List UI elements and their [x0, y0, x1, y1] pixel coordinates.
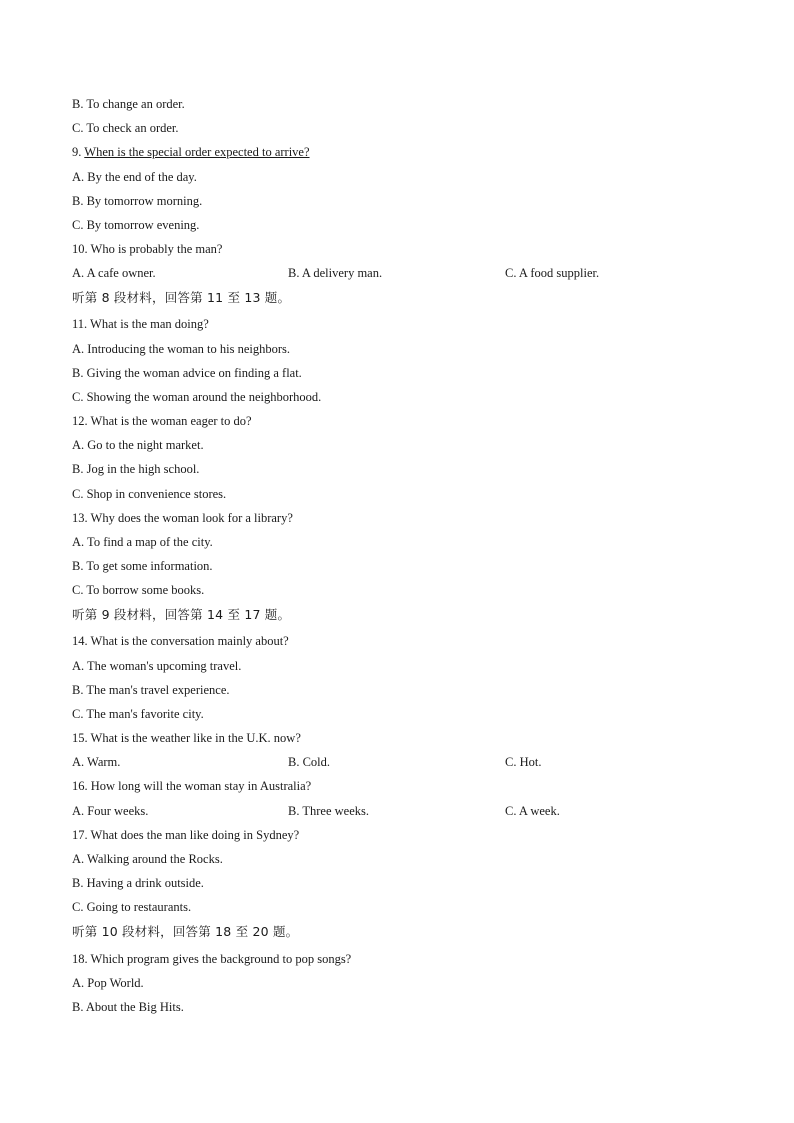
- option-text: C. To check an order.: [72, 121, 179, 135]
- option-text: B. The man's travel experience.: [72, 683, 230, 697]
- question-9: [72, 144, 310, 160]
- question-17: 17. What does the man like doing in Sydney?: [72, 828, 300, 842]
- option-text: C. To borrow some books.: [72, 583, 205, 597]
- option-text: C. Showing the woman around the neighborhood.: [72, 390, 322, 404]
- question-18: 18. Which program gives the background to pop songs?: [72, 952, 352, 966]
- option-text: A. Walking around the Rocks.: [72, 852, 223, 866]
- question-11: 11. What is the man doing?: [72, 317, 209, 331]
- option-text: A. Introducing the woman to his neighbors.: [72, 342, 291, 356]
- option-text: C. The man's favorite city.: [72, 707, 204, 721]
- option-text: B. About the Big Hits.: [72, 1000, 184, 1014]
- option-text: A. By the end of the day.: [72, 170, 197, 184]
- question-text-underlined: When is the special order expected to arrive?: [84, 145, 310, 159]
- option-b: B. Three weeks.: [288, 804, 369, 818]
- section-heading-10: 听第 10 段材料，回答第 18 至 20 题。: [72, 924, 299, 939]
- section-heading-9: 听第 9 段材料，回答第 14 至 17 题。: [72, 607, 291, 622]
- option-text: A. The woman's upcoming travel.: [72, 659, 242, 673]
- option-c: C. A week.: [505, 804, 560, 818]
- option-c: C. A food supplier.: [505, 266, 600, 280]
- option-text: A. Go to the night market.: [72, 438, 204, 452]
- option-text: B. Giving the woman advice on finding a flat.: [72, 366, 302, 380]
- option-a: A. A cafe owner.: [72, 266, 156, 280]
- option-a: A. Four weeks.: [72, 804, 149, 818]
- question-14: 14. What is the conversation mainly about?: [72, 634, 289, 648]
- option-b: B. A delivery man.: [288, 266, 383, 280]
- question-16: 16. How long will the woman stay in Australia?: [72, 779, 312, 793]
- option-text: B. Having a drink outside.: [72, 876, 204, 890]
- option-text: C. Going to restaurants.: [72, 900, 192, 914]
- question-number: 9.: [72, 145, 85, 159]
- option-text: B. By tomorrow morning.: [72, 194, 203, 208]
- option-text: C. By tomorrow evening.: [72, 218, 200, 232]
- section-heading-8: 听第 8 段材料，回答第 11 至 13 题。: [72, 290, 291, 305]
- option-text: B. To get some information.: [72, 559, 213, 573]
- option-a: A. Warm.: [72, 755, 121, 769]
- option-text: A. Pop World.: [72, 976, 144, 990]
- question-12: 12. What is the woman eager to do?: [72, 414, 252, 428]
- option-text: C. Shop in convenience stores.: [72, 487, 227, 501]
- option-text: B. Jog in the high school.: [72, 462, 200, 476]
- option-text: B. To change an order.: [72, 97, 185, 111]
- option-text: A. To find a map of the city.: [72, 535, 213, 549]
- question-15: 15. What is the weather like in the U.K. now?: [72, 731, 301, 745]
- question-10: 10. Who is probably the man?: [72, 242, 223, 256]
- question-13: 13. Why does the woman look for a library?: [72, 511, 293, 525]
- option-c: C. Hot.: [505, 755, 542, 769]
- option-b: B. Cold.: [288, 755, 331, 769]
